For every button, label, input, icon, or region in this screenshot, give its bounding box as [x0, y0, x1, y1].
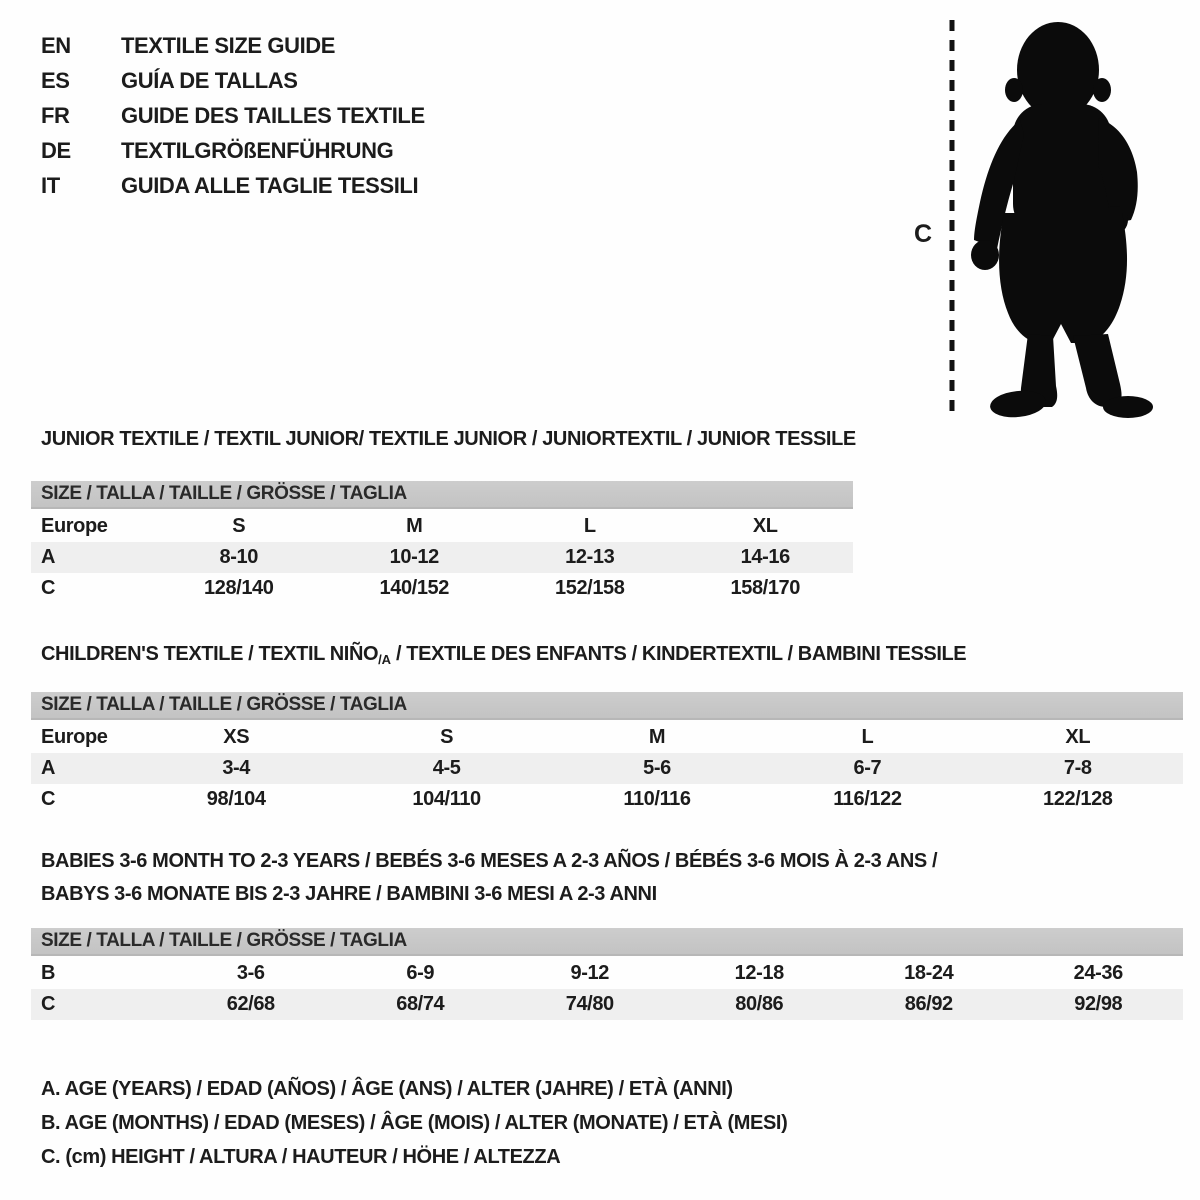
- height-cell: 62/68: [226, 993, 275, 1015]
- size-cell: L: [583, 515, 596, 537]
- children-heading-prefix: CHILDREN'S TEXTILE / TEXTIL NIÑO: [41, 643, 379, 665]
- note-height-cm: C. (cm) HEIGHT / ALTURA / HAUTEUR / HÖHE / ALTEZZA: [41, 1145, 561, 1168]
- lang-code-de: DE: [41, 137, 71, 163]
- lang-row-es: [41, 63, 425, 98]
- row-label: C: [41, 577, 56, 599]
- age-cell: 8-10: [219, 546, 258, 568]
- age-cell: 12-13: [565, 546, 615, 568]
- children-row-age: [31, 753, 1183, 784]
- months-cell: 9-12: [570, 962, 609, 984]
- size-cell: L: [861, 726, 874, 748]
- junior-section-heading: JUNIOR TEXTILE / TEXTIL JUNIOR/ TEXTILE JUNIOR / JUNIORTEXTIL / JUNIOR TESSILE: [41, 428, 856, 450]
- height-measure-figure: [900, 8, 1195, 423]
- babies-size-table: [31, 928, 1183, 1020]
- junior-size-header-bar: [31, 481, 853, 509]
- height-cell: 128/140: [204, 577, 274, 599]
- children-row-height: [31, 784, 1183, 815]
- lang-code-es: ES: [41, 67, 70, 93]
- junior-row-europe: [31, 511, 853, 542]
- toddler-silhouette-icon: [900, 8, 1195, 420]
- children-section-heading: [41, 643, 966, 667]
- height-cell: 116/122: [833, 788, 902, 810]
- height-cell: 98/104: [206, 788, 266, 810]
- babies-row-months: [31, 958, 1183, 989]
- age-cell: 3-4: [222, 757, 251, 779]
- row-label: Europe: [41, 726, 108, 748]
- lang-code-fr: FR: [41, 102, 70, 128]
- children-row-europe: [31, 722, 1183, 753]
- lang-code-en: EN: [41, 32, 71, 58]
- lang-row-fr: [41, 98, 425, 133]
- children-size-header-bar: [31, 692, 1183, 720]
- row-label: C: [41, 788, 56, 810]
- lang-title-es: GUÍA DE TALLAS: [121, 67, 298, 93]
- height-cell: 80/86: [735, 993, 784, 1015]
- lang-code-it: IT: [41, 172, 60, 198]
- children-heading-suffix: / TEXTILE DES ENFANTS / KINDERTEXTIL / BAMBINI TESSILE: [390, 643, 967, 665]
- months-cell: 18-24: [904, 962, 954, 984]
- size-cell: XS: [223, 726, 250, 748]
- children-heading-sub: /A: [378, 652, 391, 667]
- age-cell: 4-5: [432, 757, 461, 779]
- row-label: A: [41, 546, 56, 568]
- size-cell: M: [648, 726, 666, 748]
- size-cell: S: [440, 726, 454, 748]
- months-cell: 6-9: [406, 962, 435, 984]
- size-cell: S: [232, 515, 246, 537]
- lang-row-de: [41, 133, 425, 168]
- junior-size-header-text: SIZE / TALLA / TAILLE / GRÖSSE / TAGLIA: [41, 483, 407, 504]
- lang-title-fr: GUIDE DES TAILLES TEXTILE: [121, 102, 425, 128]
- lang-row-en: [41, 28, 425, 63]
- row-label: C: [41, 993, 56, 1015]
- babies-row-height: [31, 989, 1183, 1020]
- height-cell: 122/128: [1043, 788, 1113, 810]
- months-cell: 24-36: [1073, 962, 1123, 984]
- babies-section-heading-line1: BABIES 3-6 MONTH TO 2-3 YEARS / BEBÉS 3-6 MESES A 2-3 AÑOS / BÉBÉS 3-6 MOIS À 2-3 ANS /: [41, 850, 938, 872]
- row-label: Europe: [41, 515, 108, 537]
- children-size-header-text: SIZE / TALLA / TAILLE / GRÖSSE / TAGLIA: [41, 694, 407, 715]
- junior-size-table: [31, 481, 853, 604]
- age-cell: 14-16: [740, 546, 790, 568]
- height-measure-label: C: [914, 220, 932, 248]
- junior-row-age: [31, 542, 853, 573]
- height-cell: 140/152: [379, 577, 449, 599]
- months-cell: 3-6: [236, 962, 265, 984]
- height-cell: 86/92: [904, 993, 953, 1015]
- size-cell: XL: [1065, 726, 1091, 748]
- lang-row-it: [41, 168, 425, 203]
- babies-section-heading-line2: BABYS 3-6 MONATE BIS 2-3 JAHRE / BAMBINI 3-6 MESI A 2-3 ANNI: [41, 883, 657, 905]
- height-cell: 110/116: [623, 788, 691, 810]
- months-cell: 12-18: [734, 962, 784, 984]
- legend-notes: [41, 1072, 787, 1174]
- row-label: A: [41, 757, 56, 779]
- size-cell: M: [406, 515, 423, 537]
- children-size-table: [31, 692, 1183, 815]
- lang-title-it: GUIDA ALLE TAGLIE TESSILI: [121, 172, 419, 198]
- height-cell: 158/170: [730, 577, 800, 599]
- babies-size-header-text: SIZE / TALLA / TAILLE / GRÖSSE / TAGLIA: [41, 930, 407, 951]
- age-cell: 5-6: [643, 757, 671, 779]
- note-age-months: B. AGE (MONTHS) / EDAD (MESES) / ÂGE (MOIS) / ALTER (MONATE) / ETÀ (MESI): [41, 1111, 788, 1134]
- lang-title-en: TEXTILE SIZE GUIDE: [121, 32, 336, 58]
- lang-title-de: TEXTILGRÖßENFÜHRUNG: [121, 137, 394, 163]
- height-cell: 104/110: [412, 788, 481, 810]
- babies-size-header-bar: [31, 928, 1183, 956]
- size-cell: XL: [752, 515, 778, 537]
- age-cell: 7-8: [1063, 757, 1092, 779]
- height-cell: 152/158: [555, 577, 625, 599]
- row-label: B: [41, 962, 56, 984]
- note-age-years: A. AGE (YEARS) / EDAD (AÑOS) / ÂGE (ANS) / ALTER (JAHRE) / ETÀ (ANNI): [41, 1077, 733, 1100]
- height-cell: 68/74: [396, 993, 445, 1015]
- language-title-list: [41, 28, 425, 203]
- height-cell: 74/80: [565, 993, 614, 1015]
- age-cell: 6-7: [853, 757, 882, 779]
- height-cell: 92/98: [1074, 993, 1123, 1015]
- age-cell: 10-12: [389, 546, 439, 568]
- junior-row-height: [31, 573, 853, 604]
